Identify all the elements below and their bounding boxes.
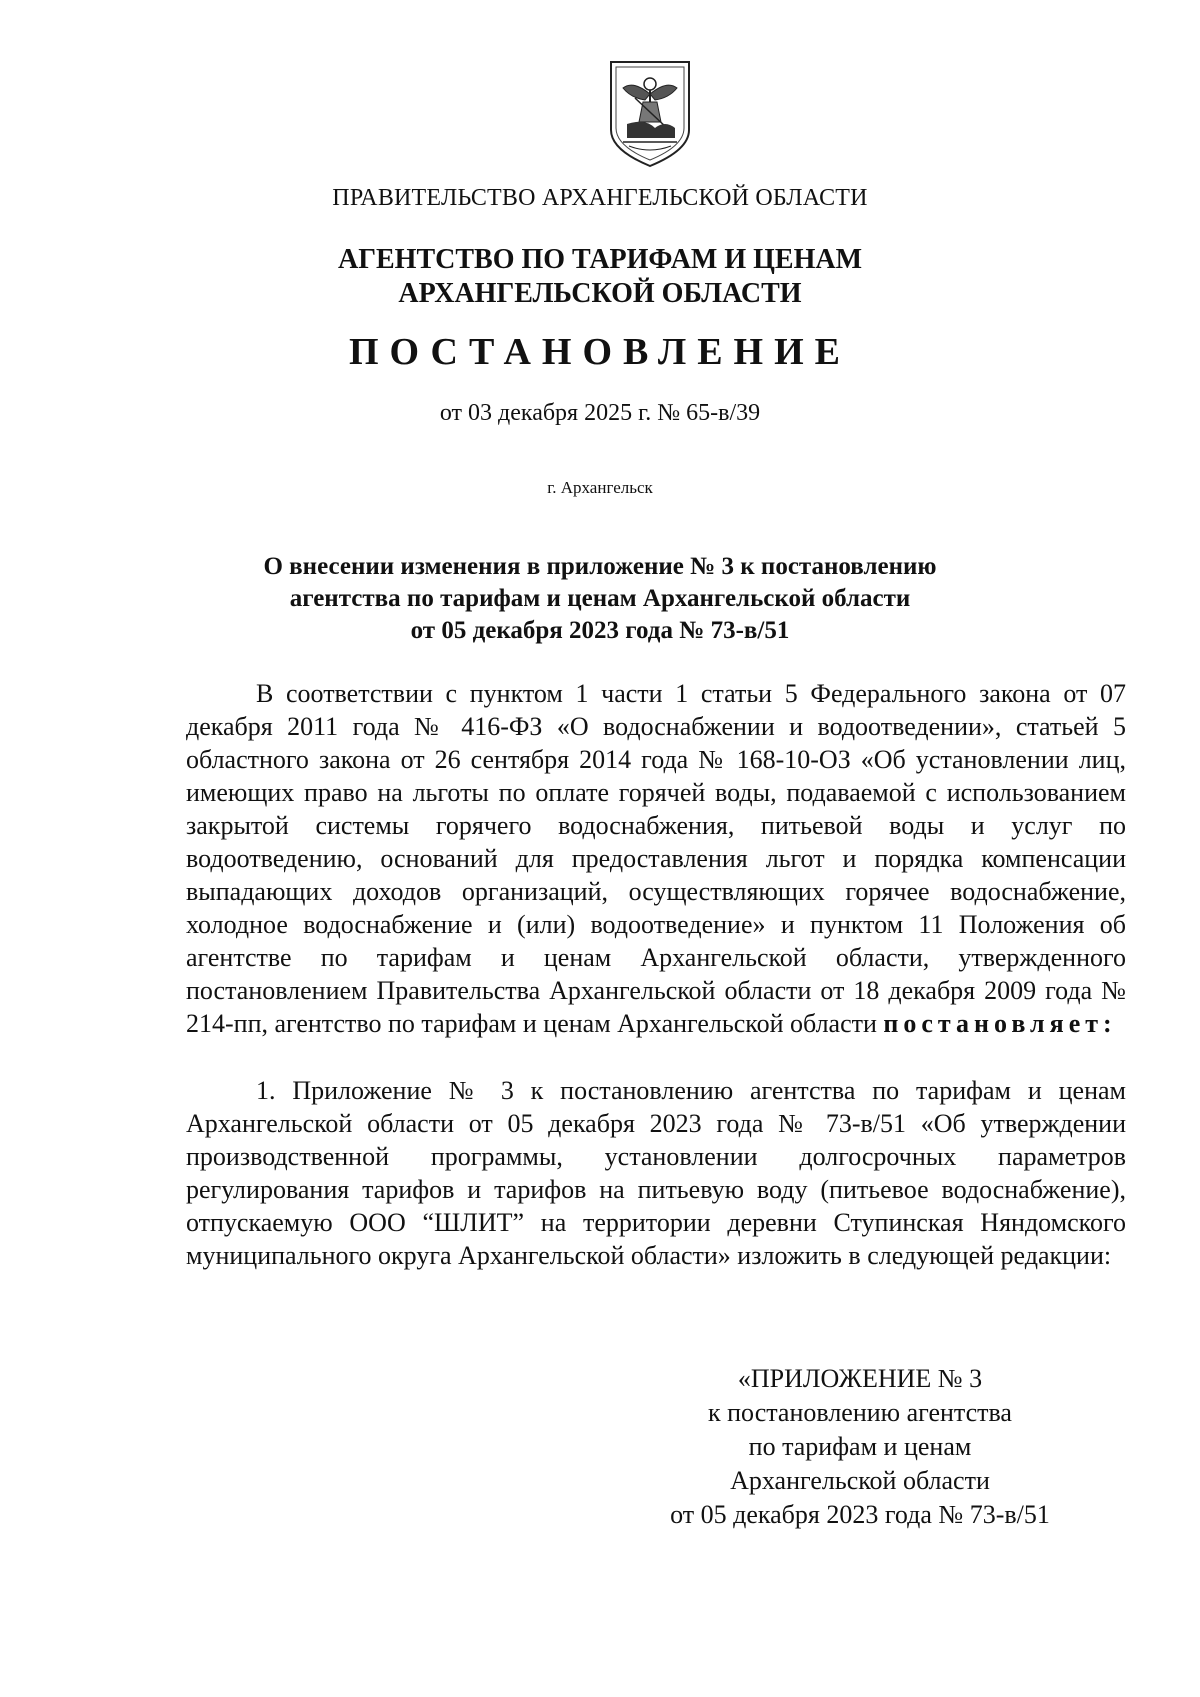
resolves-word: постановляет: [883, 1009, 1117, 1038]
document-date-number: от 03 декабря 2025 г. № 65-в/39 [439, 400, 761, 426]
subject-line3: от 05 декабря 2023 года № 73-в/51 [410, 617, 790, 644]
coat-of-arms-icon [605, 58, 695, 170]
appendix-line2: к постановлению агентства [708, 1398, 1012, 1427]
agency-name-line1: АГЕНТСТВО ПО ТАРИФАМ И ЦЕНАМ [337, 244, 863, 275]
agency-name-line2: АРХАНГЕЛЬСКОЙ ОБЛАСТИ [398, 278, 802, 309]
document-type-title: ПОСТАНОВЛЕНИЕ [348, 331, 852, 373]
appendix-line1: «ПРИЛОЖЕНИЕ № 3 [737, 1364, 983, 1393]
subject-line2: агентства по тарифам и ценам Архангельской области [289, 585, 911, 612]
preamble-paragraph [186, 677, 1126, 1040]
preamble-text: В соответствии с пунктом 1 части 1 статьи 5 Федерального закона от 07 декабря 2011 года № 416-ФЗ «О водоснабжении и водоотведении», статьей 5 областного закона от 26 сентября 2014 года № 168-10-ОЗ «Об установлении лиц, имеющих право на льготы по оплате горячей воды, подаваемой с использованием закрытой системы горячего водоснабжения, питьевой воды и услуг по водоотведению, оснований для предоставления льгот и порядка компенсации выпадающих доходов организаций, осуществляющих горячее водоснабжение, холодное водоснабжение и (или) водоотведение» и пунктом 11 Положения об агентстве по тарифам и ценам Архангельской области, утвержденного постановлением Правительства Архангельской области от 18 декабря 2009 года № 214-пп, агентство по тарифам и ценам Архангельской области [186, 679, 1126, 1038]
item-1-paragraph [186, 1074, 1126, 1272]
document-city: г. Архангельск [547, 478, 653, 497]
government-name: ПРАВИТЕЛЬСТВО АРХАНГЕЛЬСКОЙ ОБЛАСТИ [332, 185, 868, 211]
appendix-line3: по тарифам и ценам [748, 1432, 972, 1461]
item-1-text: 1. Приложение № 3 к постановлению агентства по тарифам и ценам Архангельской области от 05 декабря 2023 года № 73-в/51 «Об утверждении производственной программы, установлении долгосрочных параметров регулирования тарифов и тарифов на питьевую воду (питьевое водоснабжение), отпускаемую ООО “ШЛИТ” на территории деревни Ступинская Няндомского муниципального округа Архангельской области» изложить в следующей редакции: [186, 1076, 1126, 1270]
appendix-header [650, 1362, 1070, 1532]
subject-line1: О внесении изменения в приложение № 3 к постановлению [263, 553, 937, 580]
appendix-line5: от 05 декабря 2023 года № 73-в/51 [670, 1500, 1050, 1529]
appendix-line4: Архангельской области [730, 1466, 990, 1495]
